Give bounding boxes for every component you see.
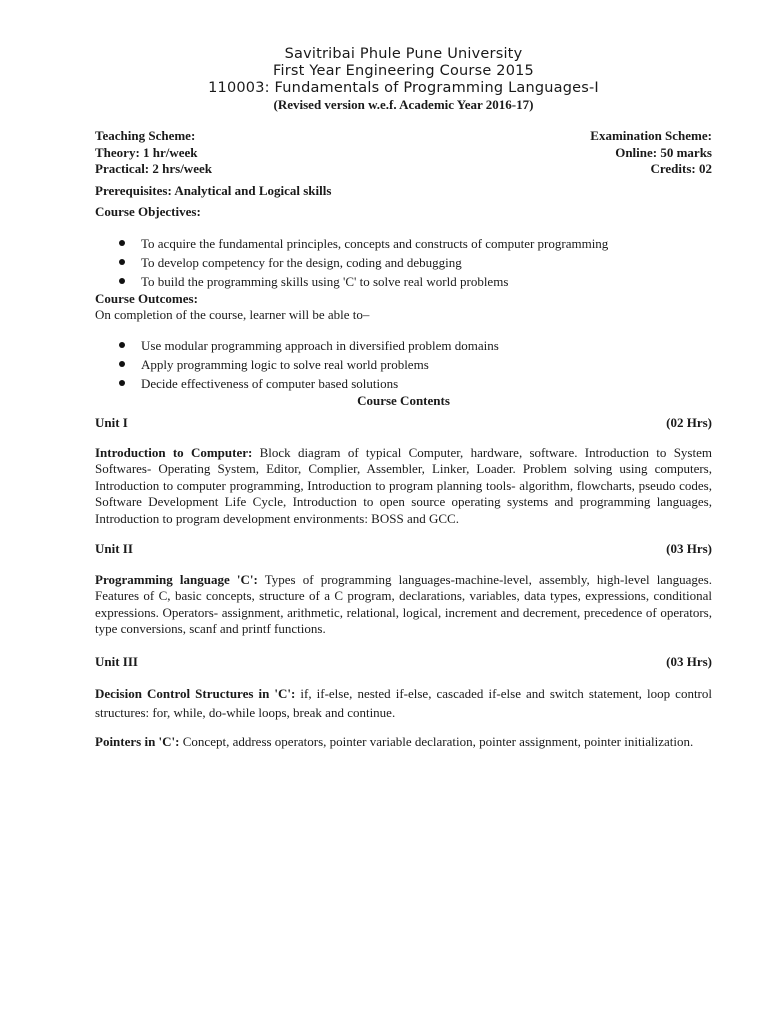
outcomes-list [95,336,712,393]
list-item: Use modular programming approach in diversified problem domains [95,336,712,355]
topic-text: Types of programming languages-machine-level, assembly, high-level languages. Features of C, basic concepts, structure of a C program, declarations, variables, data types, expressions, conditional expressions. Operators- assignment, arithmetic, relational, logical, increment and decrement, precedence of operators, type conversions, scanf and printf functions. [95,571,712,636]
unit-title: Unit II [95,541,133,556]
topic-label: Pointers in 'C': [95,734,180,749]
list-item: To develop competency for the design, coding and debugging [95,253,712,272]
theory-hours: Theory: 1 hr/week [95,144,198,160]
subject-title: 110003: Fundamentals of Programming Languages-I [208,80,599,96]
scheme-block [95,128,712,178]
unit-hours: (02 Hrs) [666,415,712,430]
course-contents-heading: Course Contents [357,392,450,408]
outcomes-intro: On completion of the course, learner will be able to– [95,307,370,322]
teaching-scheme-label: Teaching Scheme: [95,128,196,143]
unit-title: Unit I [95,415,128,430]
outcomes-heading: Course Outcomes: [95,290,198,306]
university-name: Savitribai Phule Pune University [284,46,523,62]
unit-hours: (03 Hrs) [666,653,712,669]
practical-hours: Practical: 2 hrs/week [95,161,212,176]
unit-paragraph [95,445,712,528]
revision-note: (Revised version w.e.f. Academic Year 2016-17) [273,97,534,112]
topic-label: Programming language 'C': [95,571,258,587]
topic-text: Block diagram of typical Computer, hardware, software. Introduction to System Softwares- Operating System, Editor, Complier, Assembler, Linker, Loader. Problem solving using computers, Introduction to computer programming, Introduction to program planning tools- algorithm, flowcharts, pseudo codes, Software Development Life Cycle, Introduction to open source operating systems and programming languages, Introduction to program development environments: BOSS and GCC. [95,444,712,526]
unit-heading [95,415,712,432]
prerequisites: Prerequisites: Analytical and Logical skills [95,182,332,198]
unit-paragraph [95,684,712,722]
topic-label: Decision Control Structures in 'C': [95,686,296,701]
objectives-heading: Course Objectives: [95,204,201,219]
topic-text: if, if-else, nested if-else, cascaded if-else and switch statement, loop control structures: for, while, do-while loops, break and continue. [95,686,712,720]
topic-label: Introduction to Computer: [95,444,253,460]
syllabus-page [95,46,712,751]
course-year: First Year Engineering Course 2015 [273,63,534,79]
unit-hours: (03 Hrs) [666,541,712,556]
unit-paragraph [95,572,712,638]
unit-paragraph [95,734,712,751]
list-item: Apply programming logic to solve real world problems [95,355,712,374]
online-marks: Online: 50 marks [615,144,712,160]
unit-heading [95,654,712,671]
list-item: To acquire the fundamental principles, concepts and constructs of computer programming [95,234,712,253]
objectives-list [95,234,712,291]
unit-title: Unit III [95,653,138,669]
topic-text: Concept, address operators, pointer variable declaration, pointer assignment, pointer initialization. [179,734,694,749]
list-item: Decide effectiveness of computer based solutions [95,374,712,393]
list-item: To build the programming skills using 'C' to solve real world problems [95,272,712,291]
credits: Credits: 02 [650,161,712,176]
exam-scheme-label: Examination Scheme: [590,128,712,143]
unit-heading [95,541,712,558]
